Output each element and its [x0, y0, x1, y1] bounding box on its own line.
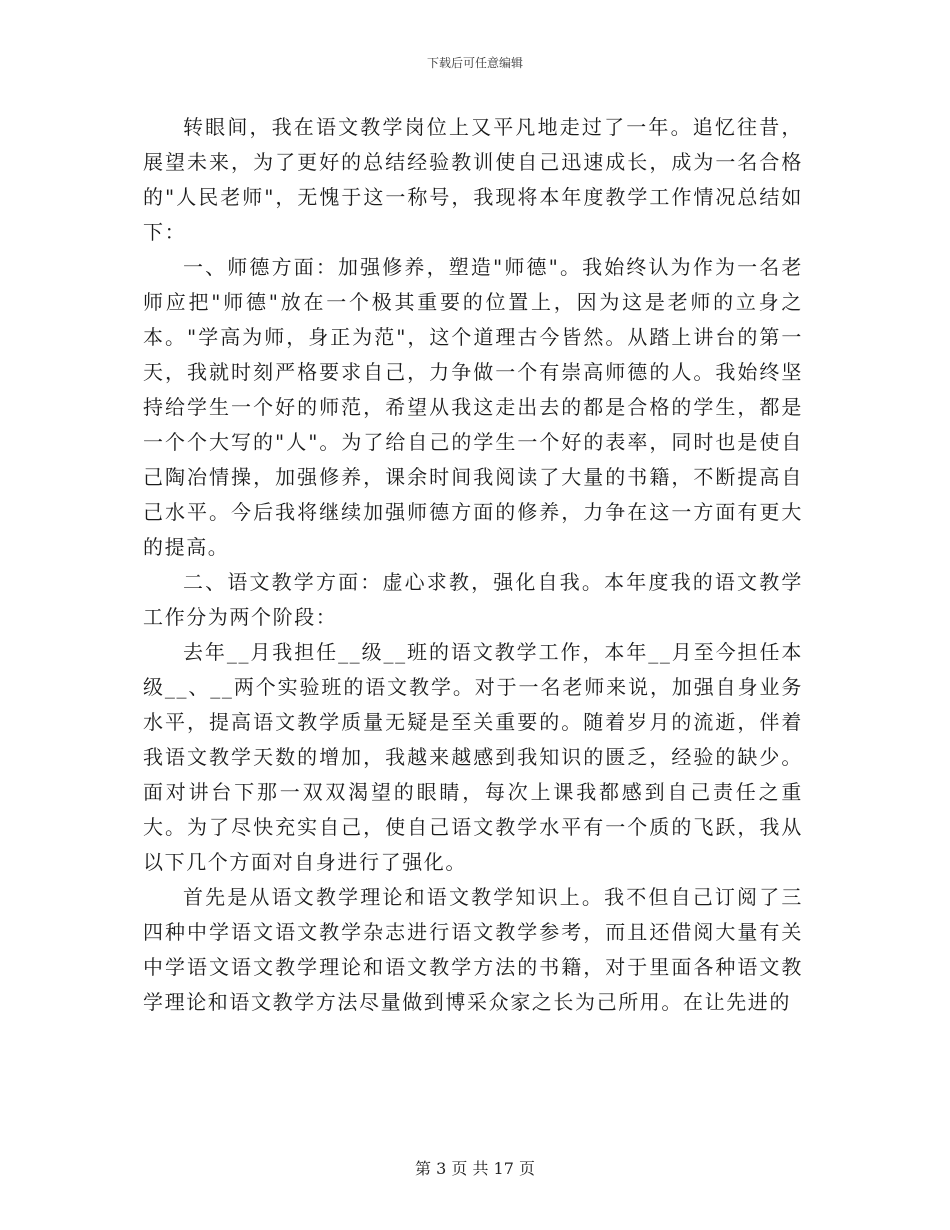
paragraph-intro: 转眼间，我在语文教学岗位上又平凡地走过了一年。追忆往昔，展望未来，为了更好的总结经验教训使自己迅速成长，成为一名合格的"人民老师"，无愧于这一称号，我现将本年度教学工作情况总结如下：	[143, 115, 803, 244]
page-header-note: 下载后可任意编辑	[426, 56, 523, 70]
document-body	[143, 110, 803, 1020]
paragraph-teacher-ethics: 一、师德方面：加强修养，塑造"师德"。我始终认为作为一名老师应把"师德"放在一个极其重要的位置上，因为这是老师的立身之本。"学高为师，身正为范"，这个道理古今皆然。从踏上讲台的第一天，我就时刻严格要求自己，力争做一个有崇高师德的人。我始终坚持给学生一个好的师范，希望从我这走出去的都是合格的学生，都是一个个大写的"人"。为了给自己的学生一个好的表率，同时也是使自己陶冶情操，加强修养，课余时间我阅读了大量的书籍，不断提高自己水平。今后我将继续加强师德方面的修养，力争在这一方面有更大的提高。	[143, 255, 803, 559]
paragraph-theory-study: 首先是从语文教学理论和语文教学知识上。我不但自己订阅了三四种中学语文语文教学杂志进行语文教学参考，而且还借阅大量有关中学语文语文教学理论和语文教学方法的书籍，对于里面各种语文教学理论和语文教学方法尽量做到博采众家之长为己所用。在让先进的	[143, 885, 803, 1014]
page-number: 第 3 页 共 17 页	[415, 1159, 535, 1178]
paragraph-teaching-heading: 二、语文教学方面：虚心求教，强化自我。本年度我的语文教学工作分为两个阶段：	[143, 570, 803, 629]
paragraph-teaching-stages: 去年__月我担任__级__班的语文教学工作，本年__月至今担任本级__、__两个实验班的语文教学。对于一名老师来说，加强自身业务水平，提高语文教学质量无疑是至关重要的。随着岁月的流逝，伴着我语文教学天数的增加，我越来越感到我知识的匮乏，经验的缺少。面对讲台下那一双双渴望的眼睛，每次上课我都感到自己责任之重大。为了尽快充实自己，使自己语文教学水平有一个质的飞跃，我从以下几个方面对自身进行了强化。	[143, 640, 803, 874]
